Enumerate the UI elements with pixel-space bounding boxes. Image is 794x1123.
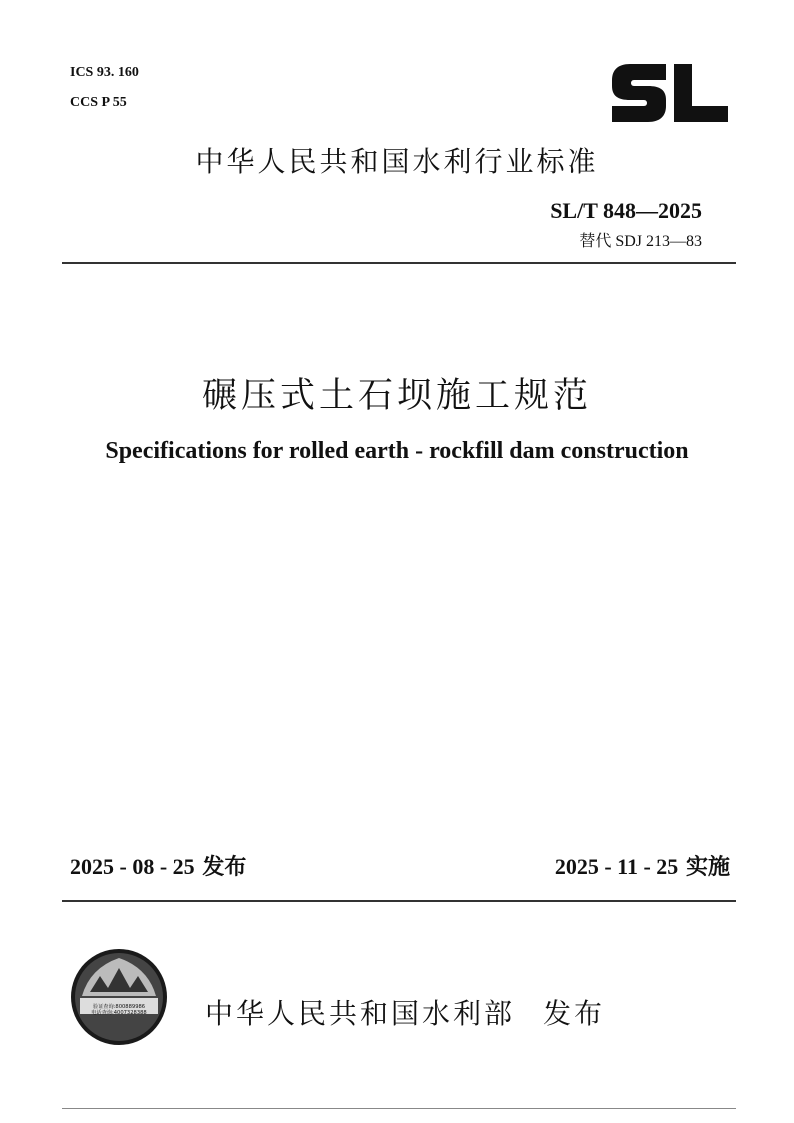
anti-counterfeit-seal-icon [70, 948, 168, 1046]
footer-rule [62, 1108, 736, 1109]
replaces-note: 替代 SDJ 213—83 [579, 233, 702, 250]
publisher-line [205, 992, 605, 1032]
effective-date: 2025 - 11 - 25 [554, 854, 679, 879]
publish-label: 发布 [202, 855, 247, 880]
seal-line2: 电话查询:4007328388 [91, 1010, 147, 1016]
document-title-en: Specifications for rolled earth - rockfill dam construction [105, 438, 689, 464]
publish-date: 2025 - 08 - 25 [70, 854, 195, 879]
sl-logo-icon [608, 60, 732, 126]
effective-date-line [555, 850, 730, 881]
document-title-zh: 碾压式土石坝施工规范 [201, 376, 592, 416]
ccs-code: CCS P 55 [70, 95, 127, 110]
effective-label: 实施 [685, 855, 730, 880]
standard-code: SL/T 848—2025 [550, 198, 702, 223]
publish-date-line [70, 850, 246, 881]
ics-code: ICS 93. 160 [70, 65, 139, 80]
publisher-action: 发布 [543, 997, 606, 1030]
industry-standard-heading: 中华人民共和国水利行业标准 [195, 145, 599, 178]
classification-codes [70, 58, 139, 118]
seal-line1: 验证查询:800889986 [92, 1004, 146, 1010]
publisher-name: 中华人民共和国水利部 [205, 997, 516, 1030]
bottom-divider [62, 900, 736, 902]
top-divider [62, 262, 736, 264]
